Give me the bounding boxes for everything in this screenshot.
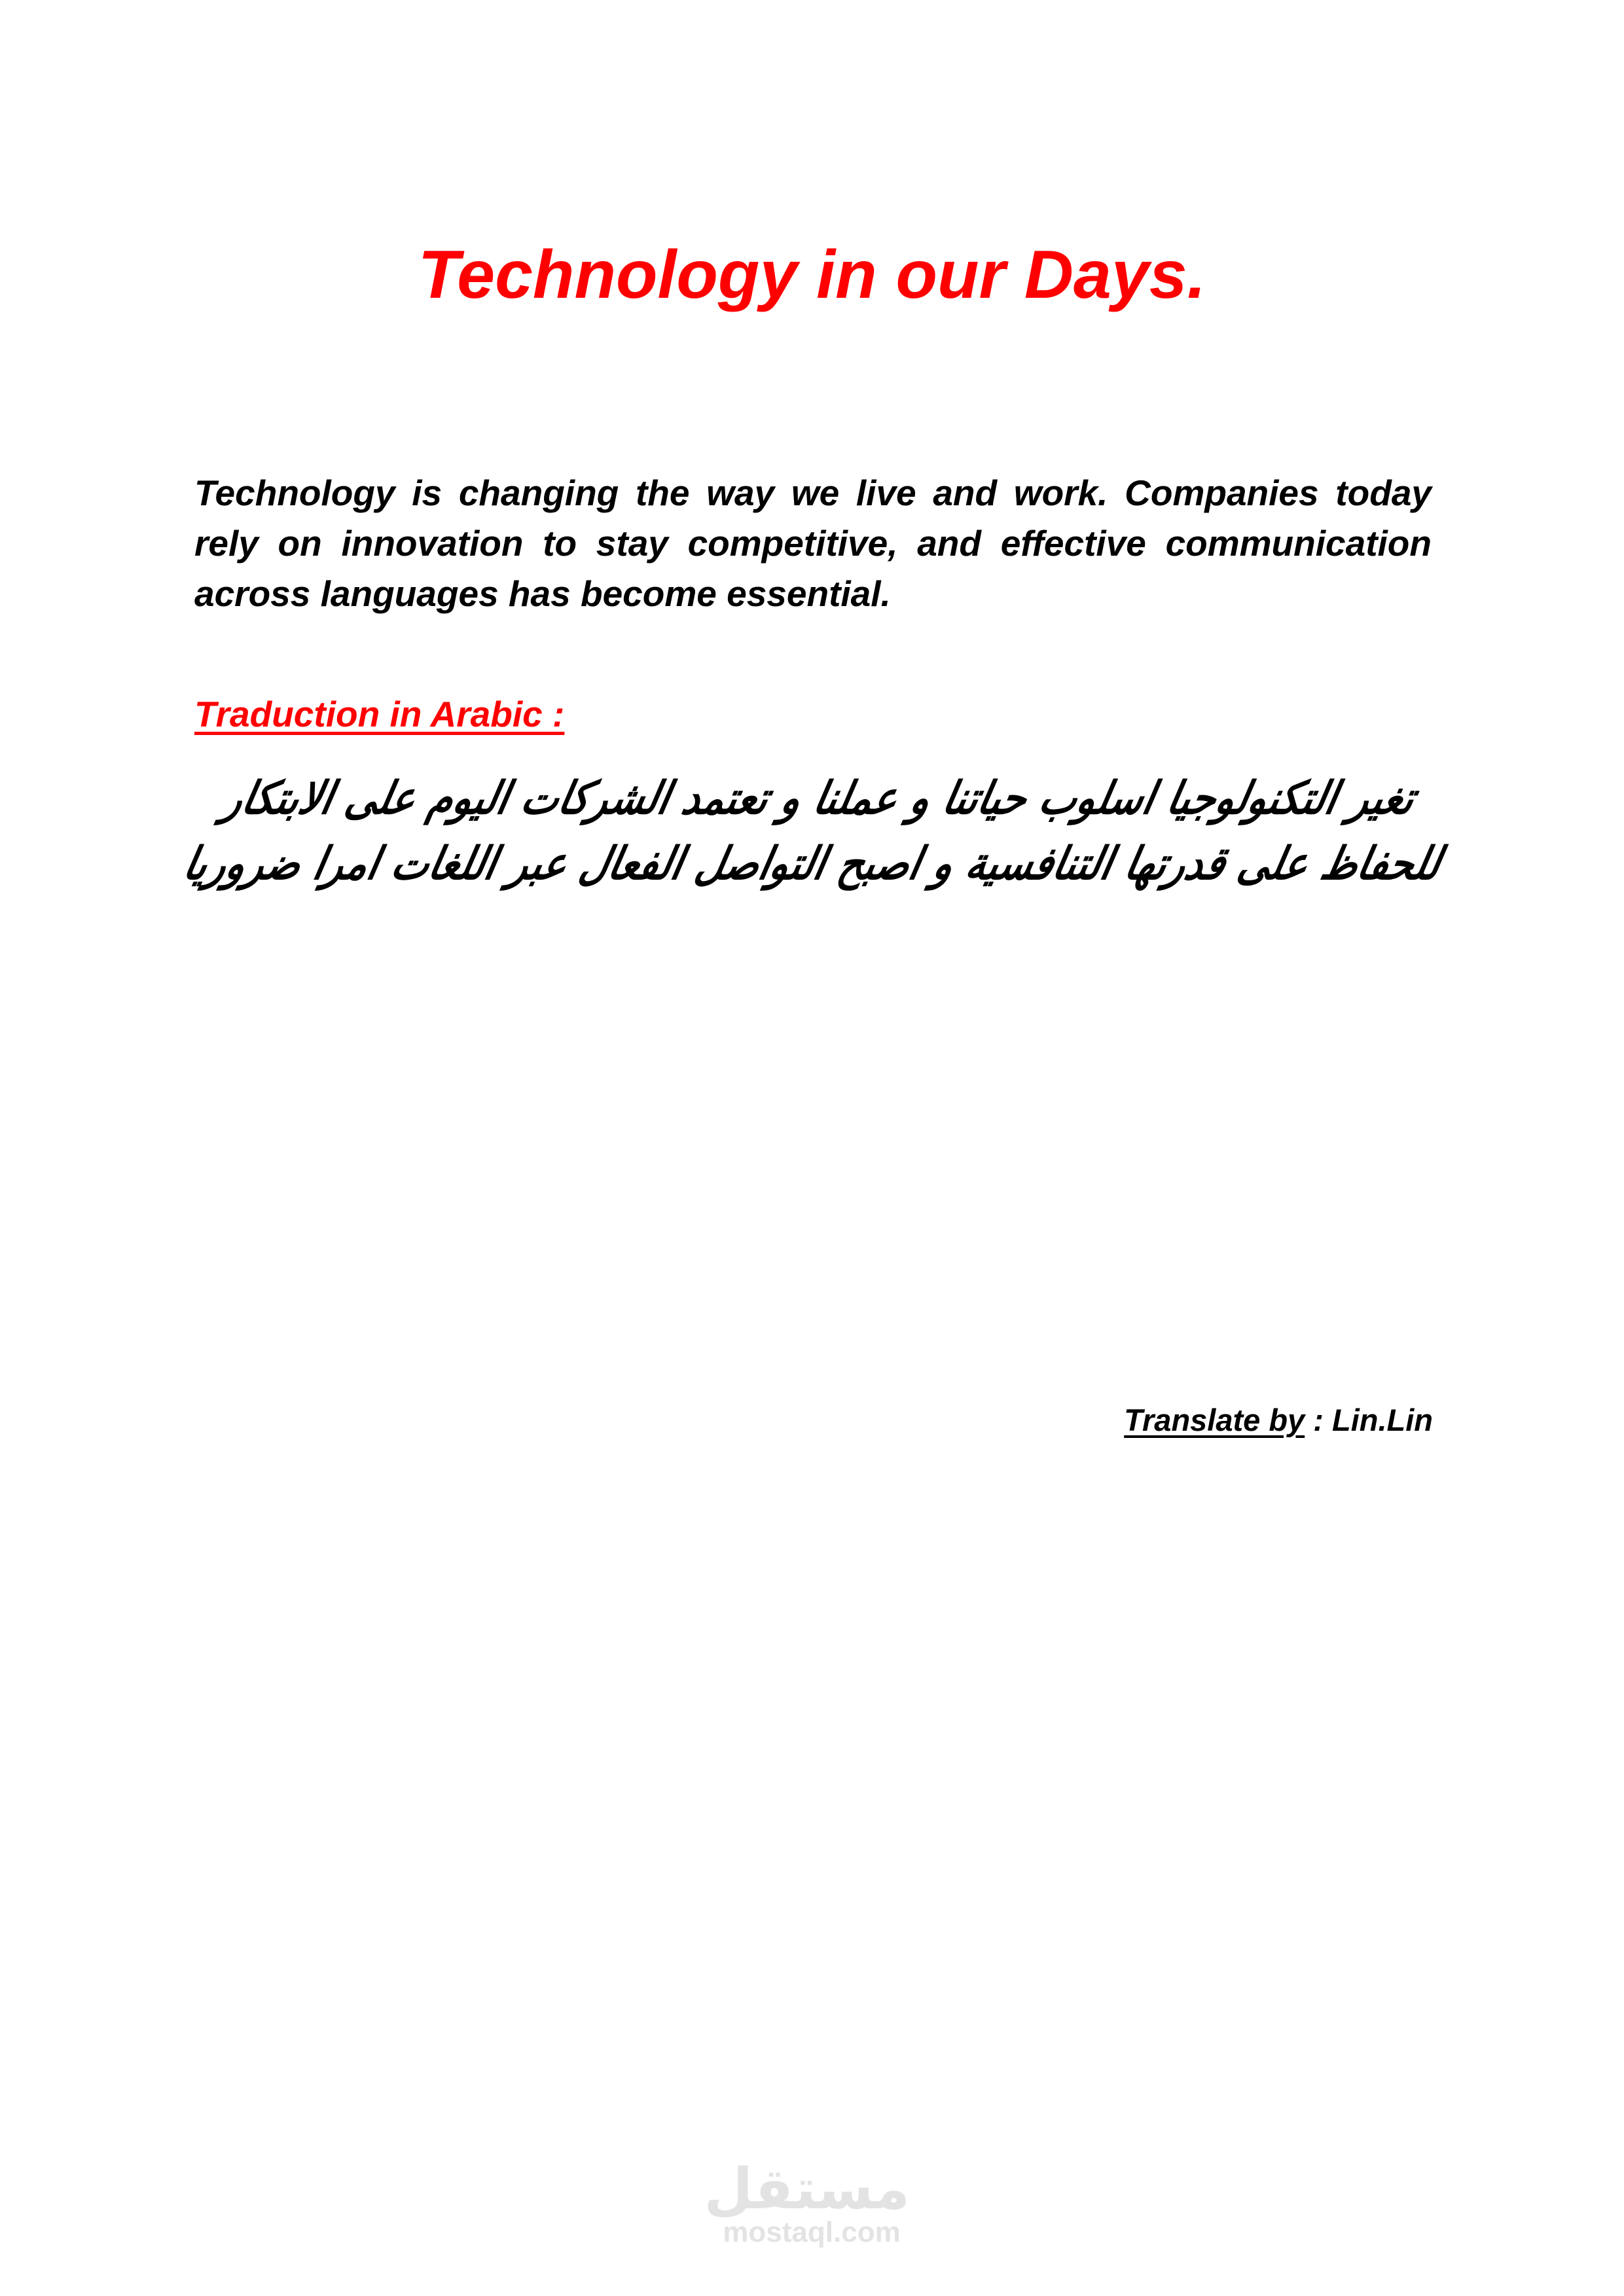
watermark-url: mostaql.com <box>723 2216 901 2248</box>
arabic-line-1: تغير التكنولوجيا اسلوب حياتنا و عملنا و تعتمد الشركات اليوم على الابتكار <box>218 772 1420 825</box>
english-paragraph: Technology is changing the way we live and work. Companies today rely on innovation to stay competitive, and effective communication across languages has become essential. <box>194 473 1432 614</box>
signature-separator: : <box>1305 1403 1332 1437</box>
document-title: Technology in our Days. <box>418 236 1206 313</box>
arabic-translation <box>179 766 1446 897</box>
translation-heading: Traduction in Arabic : <box>194 694 565 734</box>
mostaql-logo-icon: مستقل <box>704 2157 910 2222</box>
mostaql-watermark <box>704 2157 910 2258</box>
arabic-line-2: للحفاظ على قدرتها التنافسية و اصبح التواصل الفعال عبر اللغات امرا ضروريا <box>179 837 1446 891</box>
signature-label: Translate by <box>1124 1403 1305 1437</box>
translator-signature <box>1124 1401 1433 1440</box>
translator-name: Lin.Lin <box>1331 1403 1433 1437</box>
